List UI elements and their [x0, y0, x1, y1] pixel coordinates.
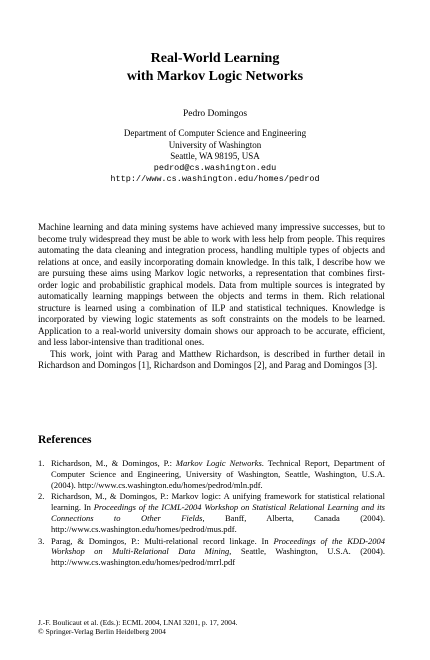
reference-item	[38, 491, 385, 534]
reference-text-pre: Parag, & Domingos, P.: Multi-relational record linkage. In	[51, 535, 274, 546]
author-name: Pedro Domingos	[182, 109, 248, 119]
reference-text-post: . Technical Report, Department of Computer Science and Engineering, University of Washington, Seattle, Washington, U.S.A. (2004). http://www.cs.washington.edu/homes/pedrod/mln.pdf.	[51, 458, 385, 490]
abstract	[38, 222, 385, 372]
affiliation-department: Department of Computer Science and Engineering	[123, 128, 307, 138]
footer-copyright: © Springer-Verlag Berlin Heidelberg 2004	[38, 627, 166, 636]
author-homepage-link[interactable]: http://www.cs.washington.edu/homes/pedrod	[110, 174, 320, 184]
affiliation-address: Seattle, WA 98195, USA	[170, 151, 260, 161]
author-affiliation	[0, 128, 430, 186]
reference-italic-title: Markov Logic Networks	[175, 458, 262, 468]
title-line-1: Real-World Learning	[150, 51, 280, 66]
author-email[interactable]: pedrod@cs.washington.edu	[153, 162, 277, 173]
affiliation-university: University of Washington	[168, 139, 262, 150]
reference-text-post: , Seattle, Washington, U.S.A. (2004). http://www.cs.washington.edu/homes/pedrod/mrrl.pdf	[51, 546, 385, 568]
reference-item	[38, 536, 385, 568]
reference-number: 3.	[38, 535, 45, 546]
references-heading: References	[38, 434, 92, 446]
reference-item	[38, 458, 385, 490]
paper-title	[0, 50, 430, 86]
copyright-footer	[38, 618, 238, 636]
references-list	[38, 458, 385, 569]
reference-number: 2.	[38, 491, 45, 502]
reference-italic-title: Proceedings of the KDD-2004 Workshop on Multi-Relational Data Mining	[51, 535, 385, 557]
reference-text-pre: Richardson, M., & Domingos, P.:	[51, 458, 176, 468]
reference-text-pre: Richardson, M., & Domingos, P.: Markov logic: A unifying framework for statistical relational learning. In	[51, 491, 385, 513]
reference-italic-title: Proceedings of the ICML-2004 Workshop on Statistical Relational Learning and its Connections to Other Fields	[51, 502, 385, 523]
abstract-paragraph-2: This work, joint with Parag and Matthew Richardson, is described in further detail in Richardson and Domingos [1], Richardson and Domingos [2], and Parag and Domingos [3].	[38, 348, 385, 370]
reference-text-post: , Banff, Alberta, Canada (2004). http://www.cs.washington.edu/homes/pedrod/mus.pdf.	[51, 512, 385, 534]
reference-number: 1.	[38, 458, 45, 468]
footer-citation: J.-F. Boulicaut et al. (Eds.): ECML 2004, LNAI 3201, p. 17, 2004.	[38, 618, 238, 627]
abstract-paragraph-1: Machine learning and data mining systems have achieved many impressive successes, but to become truly widespread they must be able to work with less help from people. This requires automating the data cleaning and integration process, handling multiple types of objects and relations at once, and easily incorporating domain knowledge. In this talk, I describe how we are pursuing these aims using Markov logic networks, a representation that combines first-order logic and probabilistic graphical models. Data from multiple sources is integrated by automatically learning mappings between the objects and terms in them. Rich relational structure is learned using a combination of ILP and statistical techniques. Knowledge is incorporated by viewing logic statements as soft constraints on the models to be learned. Application to a real-world university domain shows our approach to be accurate, efficient, and less labor-intensive than traditional ones.	[38, 222, 385, 347]
title-line-2: with Markov Logic Networks	[126, 69, 304, 84]
